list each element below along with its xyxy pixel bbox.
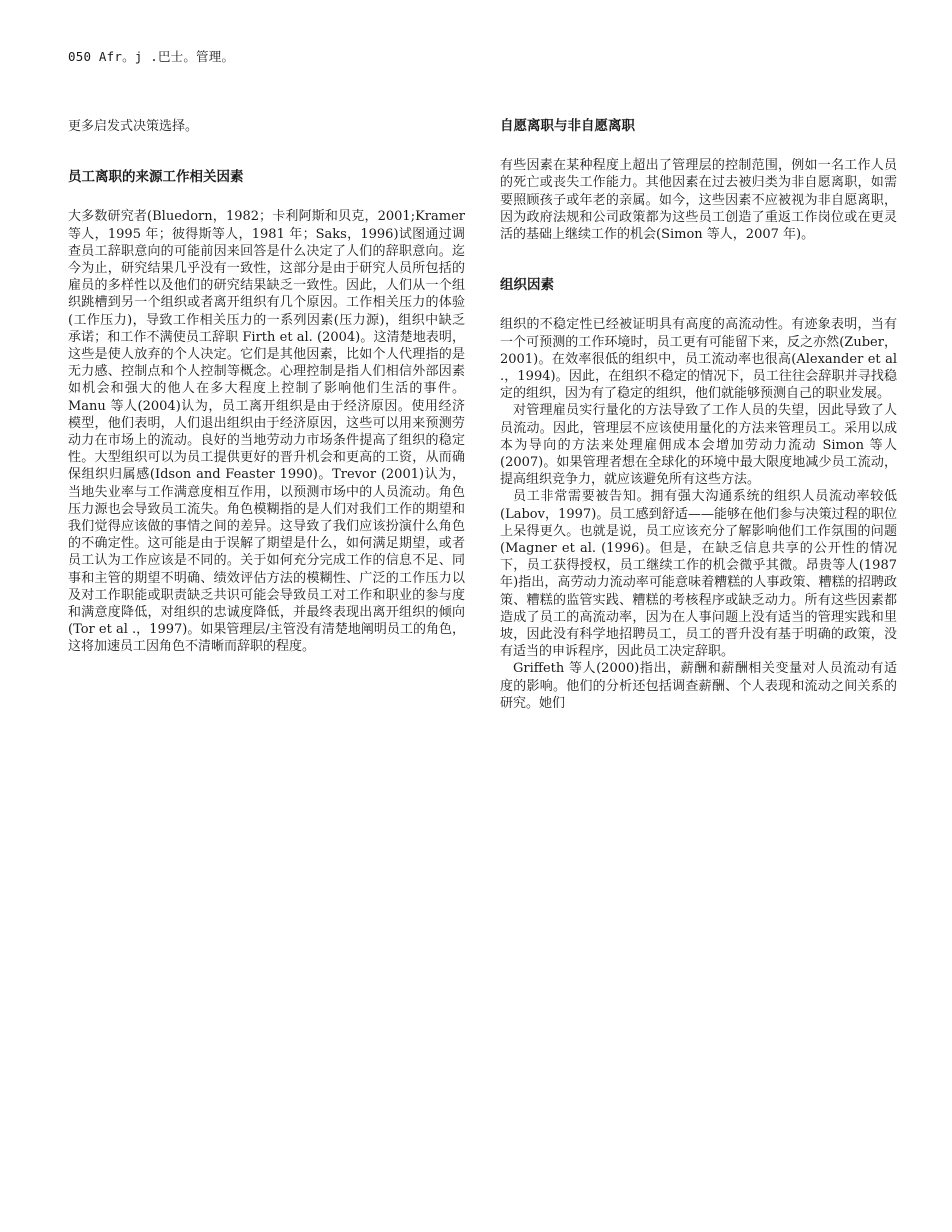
- body-paragraph: 对管理雇员实行量化的方法导致了工作人员的失望，因此导致了人员流动。因此，管理层不应该使用量化的方法来管理员工。采用以成本为导向的方法来处理雇佣成本会增加劳动力流动 Simon 等人(2007)。如果管理者想在全球化的环境中最大限度地减少员工流动，提高组织竞争力，就应该避免所有这些方法。: [500, 403, 897, 488]
- intro-line: 更多启发式决策选择。: [68, 119, 199, 134]
- body-paragraph: 员工非常需要被告知。拥有强大沟通系统的组织人员流动率较低(Labov，1997)。员工感到舒适——能够在他们参与决策过程的职位上呆得更久。也就是说，员工应该充分了解影响他们工作氛围的问题(Magner et al. (1996)。但是，在缺乏信息共享的公开性的情况下，员工获得授权，员工继续工作的机会微乎其微。昂贵等人(1987 年)指出，高劳动力流动率可能意味着糟糕的人事政策、糟糕的招聘政策、糟糕的监管实践、糟糕的考核程序或缺乏动力。所有这些因素都造成了员工的高流动率，因为在人事问题上没有适当的管理实践和里坡，因此没有科学地招聘员工，员工的晋升没有基于明确的政策，没有适当的申诉程序，因此员工决定辞职。: [500, 489, 897, 660]
- section-heading-voluntary-involuntary: 自愿离职与非自愿离职: [500, 118, 635, 134]
- body-paragraph: 有些因素在某种程度上超出了管理层的控制范围，例如一名工作人员的死亡或丧失工作能力。其他因素在过去被归类为非自愿离职，如需要照顾孩子或年老的亲属。如今，这些因素不应被视为非自愿离职，因为政府法规和公司政策都为这些员工创造了重返工作岗位或在更灵活的基础上继续工作的机会(Simon 等人，2007 年)。: [500, 158, 897, 243]
- body-paragraph: 大多数研究者(Bluedorn，1982；卡利阿斯和贝克，2001;Kramer 等人，1995 年；彼得斯等人，1981 年；Saks，1996)试图通过调查员工辞职意向的可能前因来回答是什么决定了人们的辞职意向。迄今为止，研究结果几乎没有一致性，这部分是由于研究人员所包括的雇员的多样性以及他们的研究结果缺乏一致性。因此，人们从一个组织跳槽到另一个组织或者离开组织有几个原因。工作相关压力的体验(工作压力)，导致工作相关压力的一系列因素(压力源)，组织中缺乏承诺；和工作不满使员工辞职 Firth et al. (2004)。这清楚地表明，这些是使人放弃的个人决定。它们是其他因素，比如个人代理指的是无力感、控制点和个人控制等概念。心理控制是指人们相信外部因素如机会和强大的他人在多大程度上控制了影响他们生活的事件。Manu 等人(2004)认为，员工离开组织是由于经济原因。使用经济模型，他们表明，人们退出组织由于经济原因，这些可以用来预测劳动力在市场上的流动。良好的当地劳动力市场条件提高了组织的稳定性。大型组织可以为员工提供更好的晋升机会和更高的工资，从而确保组织归属感(Idson and Feaster 1990)。Trevor (2001)认为，当地失业率与工作满意度相互作用，以预测市场中的人员流动。角色压力源也会导致员工流失。角色模糊指的是人们对我们工作的期望和我们觉得应该做的事情之间的差异。这导致了我们应该扮演什么角色的不确定性。这可能是由于误解了期望是什么，如何满足期望，或者员工认为工作应该是不同的。关于如何充分完成工作的信息不足、同事和主管的期望不明确、绩效评估方法的模糊性、广泛的工作压力以及对工作职能或职责缺乏共识可能会导致员工对工作和职业的参与度和满意度降低，对组织的忠诚度降低，并最终表现出离开组织的倾向(Tor et al .，1997)。如果管理层/主管没有清楚地阐明员工的角色，这将加速员工因角色不清晰而辞职的程度。: [68, 209, 465, 655]
- left-column: [68, 118, 465, 656]
- section-heading-organizational-factors: 组织因素: [500, 277, 554, 294]
- section-heading-job-related-factors: 员工离职的来源工作相关因素: [68, 169, 244, 186]
- body-paragraph: 组织的不稳定性已经被证明具有高度的高流动性。有迹象表明，当有一个可预测的工作环境时，员工更有可能留下来，反之亦然(Zuber，2001)。在效率很低的组织中，员工流动率也很高(Alexander et al .，1994)。因此，在组织不稳定的情况下，员工往往会辞职并寻找稳定的组织，因为有了稳定的组织，他们就能够预测自己的职业发展。: [500, 317, 897, 402]
- body-paragraph: Griffeth 等人(2000)指出，薪酬和薪酬相关变量对人员流动有适度的影响。他们的分析还包括调查薪酬、个人表现和流动之间关系的研究。她们: [500, 661, 897, 711]
- right-column: [500, 118, 897, 712]
- running-head: 050 Afr。j .巴士。管理。: [68, 49, 235, 64]
